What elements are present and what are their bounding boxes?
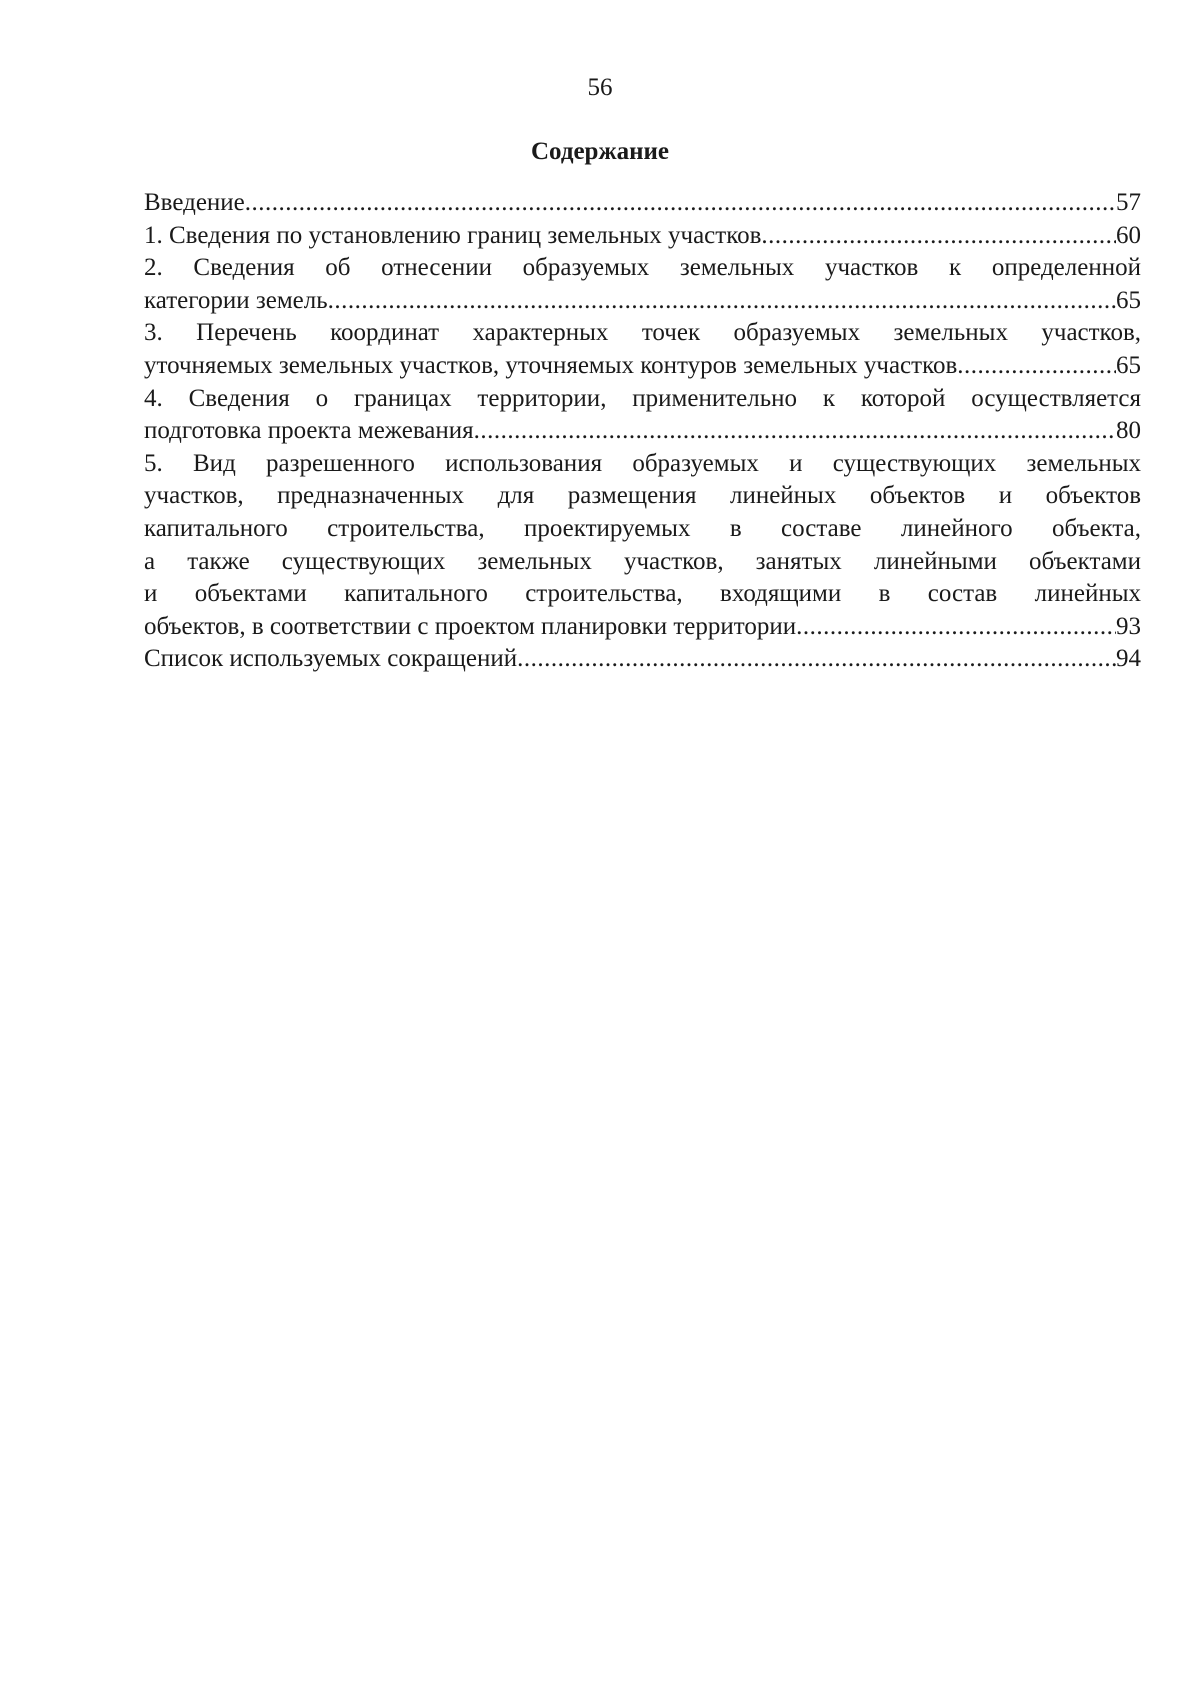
toc-entry-title: объектов, в соответствии с проектом планировки территории [144, 612, 797, 640]
toc-entry-line: а также существующих земельных участков, занятых линейными объектами [144, 547, 1141, 575]
toc-entry-line: 5. Вид разрешенного использования образуемых и существующих земельных [144, 449, 1141, 477]
toc-entry-title: категории земель [144, 286, 328, 314]
toc-entry-page: 80 [1116, 417, 1141, 445]
toc-entry-page: 65 [1116, 286, 1141, 314]
toc-entry-1[interactable] [144, 220, 1141, 253]
toc-title: Содержание [530, 138, 669, 165]
toc-entry-introduction[interactable] [144, 187, 1141, 220]
toc-entry-title: подготовка проекта межевания [144, 417, 474, 445]
toc-entry-page: 60 [1116, 221, 1141, 249]
toc-entry-5[interactable] [144, 448, 1141, 644]
toc-entry-line: 4. Сведения о границах территории, применительно к которой осуществляется [144, 384, 1141, 412]
toc-entry-line: капитального строительства, проектируемых в составе линейного объекта, [144, 514, 1141, 542]
dot-leader [761, 220, 1116, 253]
toc-entry-last-line [144, 611, 1141, 644]
toc-entry-title: 1. Сведения по установлению границ земельных участков [144, 221, 762, 249]
table-of-contents [144, 187, 1141, 676]
toc-entry-title: уточняемых земельных участков, уточняемых контуров земельных участков [144, 351, 958, 379]
toc-entry-abbreviations[interactable] [144, 643, 1141, 676]
toc-entry-last-line [144, 415, 1141, 448]
toc-entry-4[interactable] [144, 383, 1141, 448]
toc-entry-last-line [144, 285, 1141, 318]
toc-entry-page: 93 [1116, 612, 1141, 640]
dot-leader [328, 285, 1116, 318]
page-number: 56 [587, 74, 613, 101]
toc-entry-title: Список используемых сокращений [144, 645, 518, 673]
toc-entry-line: 2. Сведения об отнесении образуемых земельных участков к определенной [144, 254, 1141, 282]
dot-leader [517, 643, 1116, 676]
dot-leader [796, 611, 1116, 644]
toc-entry-title: Введение [144, 189, 245, 216]
toc-entry-page: 57 [1116, 189, 1141, 216]
toc-entry-last-line [144, 643, 1141, 676]
toc-entry-3[interactable] [144, 317, 1141, 382]
toc-entry-last-line [144, 220, 1141, 253]
toc-entry-line: и объектами капитального строительства, входящими в состав линейных [144, 580, 1141, 608]
toc-entry-2[interactable] [144, 252, 1141, 317]
dot-leader [474, 415, 1116, 448]
toc-entry-last-line [144, 350, 1141, 383]
toc-entry-last-line [144, 187, 1141, 220]
toc-entry-line: 3. Перечень координат характерных точек образуемых земельных участков, [144, 319, 1141, 347]
dot-leader [245, 187, 1116, 220]
toc-entry-page: 94 [1116, 645, 1141, 673]
toc-entry-line: участков, предназначенных для размещения линейных объектов и объектов [144, 482, 1141, 510]
dot-leader [957, 350, 1116, 383]
toc-entry-page: 65 [1116, 351, 1141, 379]
